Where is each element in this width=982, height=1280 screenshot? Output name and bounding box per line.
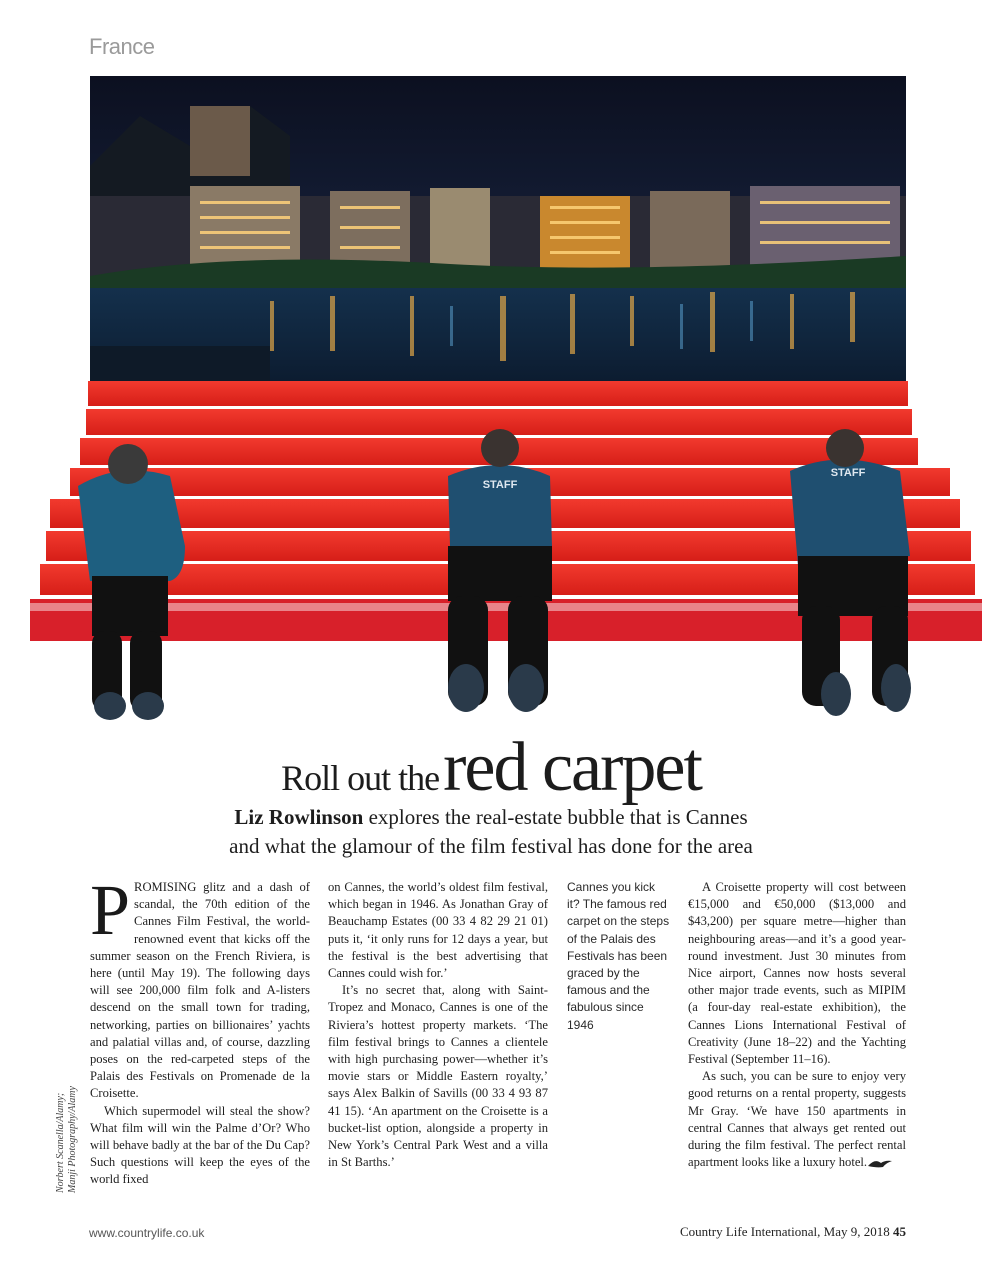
body-column-4 [688,879,906,1171]
paragraph-4: It’s no secret that, along with Saint-Tropez and Monaco, Cannes is one of the Riviera’s hottest property markets. ‘The film festival brings to Cannes a clientele with high purchasing power—whether it’s movie stars or Middle Eastern royalty,’ says Alex Balkin of Savills (00 33 4 93 87 41 15). ‘An apartment on the Croisette is a bucket-list option, alongside a property in New York’s Central Park West and a villa in St Barths.’ [328,983,548,1170]
headline-part1: Roll out the [281,758,440,798]
publication-info: Country Life International, May 9, 2018 [679,1224,890,1239]
standfirst-line2: and what the glamour of the film festival has done for the area [229,834,753,858]
lead-caps: ROMISING [134,880,197,894]
photo-credit-line2: Manji Photography/Alamy [67,1086,78,1193]
paragraph-1: glitz and a dash of scandal, the 70th edition of the Cannes Film Festival, the world-renowned event that kicks off the summer season on the French Riviera, is here (until May 19). The following days will see 200,000 film folk and A-listers descend on the small town for trading, networking, parties on billionaires’ yachts and palatial villas and, of course, dazzling poses on the red-carpeted steps of the Palais des Festivals on Promenade de la Croisette. [90,880,311,1101]
footer-publication [680,1224,906,1240]
city-night-scene [90,76,906,382]
paragraph-2: Which supermodel will steal the show? What film will win the Palme d’Or? Who will behave badly at the bar of the Du Cap? Such questions will keep the eyes of the world fixed [90,1103,310,1187]
footer-website: www.countrylife.co.uk [89,1226,205,1240]
body-column-1 [90,870,311,1189]
headline [0,728,982,808]
paragraph-3: on Cannes, the world’s oldest film festival, which began in 1946. As Jonathan Gray of Beauchamp Estates (00 33 4 82 29 21 01) puts it, ‘it only runs for 12 days a year, but the festival is the best advertising that Cannes could wish for.’ [328,880,548,981]
paragraph-5: A Croisette property will cost between €15,000 and €50,000 ($13,000 and $43,200) per square metre—higher than neighbouring areas—and it’s a good year-round investment. Just 30 minutes from Nice airport, Cannes now hosts several other major trade events, such as MIPIM (a four-day real-estate exhibition), the Cannes Lions International Festival of Creativity (June 18–22) and the Yachting Festival (September 11–16). [688,880,906,1067]
standfirst-line1: explores the real-estate bubble that is Cannes [368,805,748,829]
svg-text:STAFF: STAFF [482,479,518,491]
photo-credit [55,1086,79,1193]
svg-text:STAFF: STAFF [830,467,866,479]
drop-cap: P [90,870,131,950]
photo-caption: Cannes you kick it? The famous red carpet on the steps of the Palais des Festivals has been graced by the famous and the fabulous since 1946 [567,880,670,1032]
standfirst [0,803,982,861]
photo-credit-line1: Norbert Scanella/Alamy; [55,1092,66,1193]
headline-part2: red carpet [443,729,701,806]
section-label: France [89,34,155,59]
paragraph-6: As such, you can be sure to enjoy very good returns on a rental property, suggests Mr Gray. ‘We have 150 apartments in central Cannes that always get rented out during the film festival. The perfect rental apartment looks like a luxury hotel. [688,1069,906,1170]
hero-photo [30,76,982,724]
author-name: Liz Rowlinson [234,805,364,829]
bird-endmark-icon [867,1157,893,1169]
body-column-2 [328,879,548,1171]
page-number: 45 [893,1224,906,1239]
